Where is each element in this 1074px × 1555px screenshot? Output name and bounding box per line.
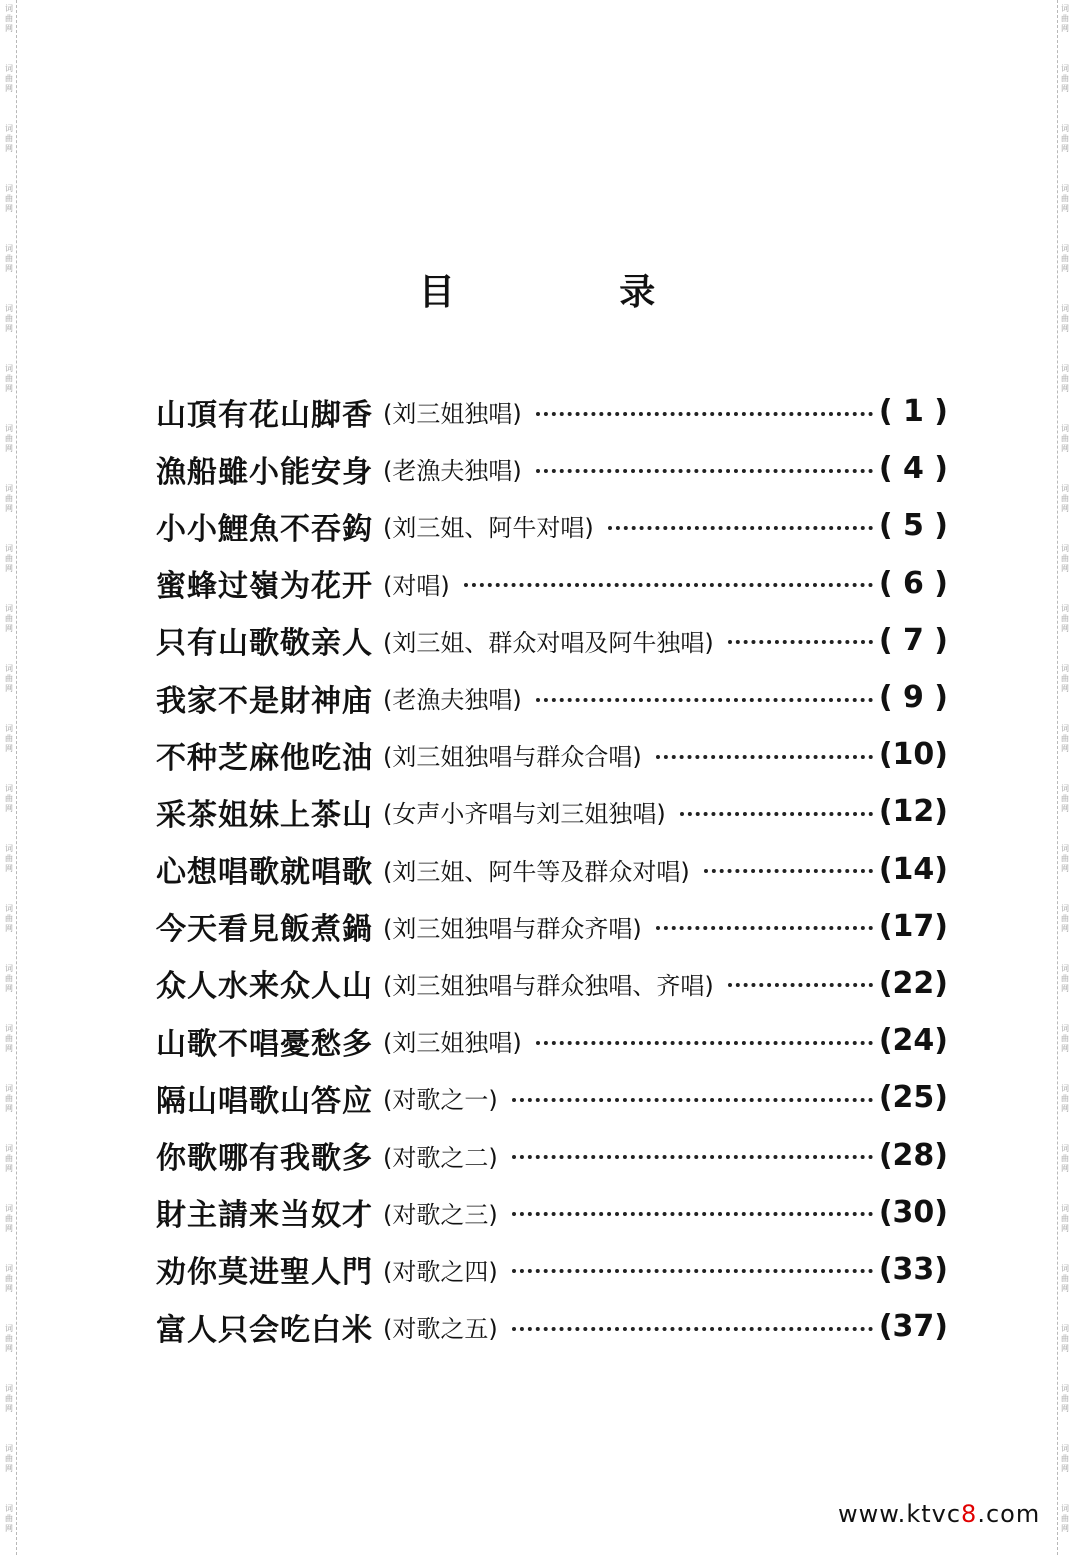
margin-watermark-mark — [1056, 1380, 1074, 1440]
margin-watermark-mark — [0, 1500, 18, 1555]
margin-watermark-mark — [0, 120, 18, 180]
margin-watermark-mark — [1056, 600, 1074, 660]
margin-watermark-char: 网 — [1061, 324, 1069, 333]
margin-watermark-mark — [1056, 840, 1074, 900]
toc-entry — [156, 497, 948, 554]
margin-watermark-char: 曲 — [1061, 854, 1069, 863]
margin-watermark-char: 曲 — [5, 374, 13, 383]
margin-watermark-char: 曲 — [1061, 374, 1069, 383]
margin-watermark-char: 网 — [5, 1524, 13, 1533]
toc-dot-leader — [512, 1098, 873, 1102]
margin-watermark-char: 曲 — [1061, 1334, 1069, 1343]
toc-song-title: 富人只会吃白米 — [156, 1312, 373, 1348]
site-watermark-accent: 8 — [961, 1500, 978, 1528]
toc-entry — [156, 612, 948, 669]
toc-performance-note: (对歌之一) — [383, 1086, 498, 1115]
margin-watermark-char: 词 — [1061, 604, 1069, 613]
margin-watermark-char: 词 — [5, 304, 13, 313]
toc-entry — [156, 555, 948, 612]
margin-watermark-char: 曲 — [5, 974, 13, 983]
toc-page-number: ( 7 ) — [878, 622, 948, 658]
margin-watermark-char: 词 — [5, 724, 13, 733]
margin-watermark-mark — [1056, 1140, 1074, 1200]
toc-page-number: (30) — [878, 1194, 948, 1230]
margin-watermark-mark — [0, 960, 18, 1020]
margin-watermark-mark — [0, 1200, 18, 1260]
toc-dot-leader — [464, 583, 873, 587]
margin-watermark-char: 词 — [1061, 424, 1069, 433]
margin-watermark-char: 词 — [1061, 1264, 1069, 1273]
margin-watermark-char: 曲 — [1061, 314, 1069, 323]
margin-watermark-char: 曲 — [1061, 134, 1069, 143]
margin-watermark-char: 曲 — [1061, 254, 1069, 263]
margin-watermark-char: 网 — [1061, 24, 1069, 33]
right-watermark-column — [1056, 0, 1074, 1555]
toc-performance-note: (老漁夫独唱) — [383, 686, 522, 715]
toc-performance-note: (对唱) — [383, 571, 450, 600]
toc-performance-note: (刘三姐独唱与群众独唱、齐唱) — [383, 971, 714, 1000]
margin-watermark-char: 词 — [5, 484, 13, 493]
margin-watermark-char: 网 — [5, 24, 13, 33]
margin-watermark-char: 曲 — [5, 434, 13, 443]
margin-watermark-mark — [0, 360, 18, 420]
margin-watermark-mark — [1056, 720, 1074, 780]
margin-watermark-char: 网 — [1061, 264, 1069, 273]
toc-entry — [156, 841, 948, 898]
margin-watermark-char: 词 — [1061, 484, 1069, 493]
margin-watermark-char: 曲 — [5, 74, 13, 83]
toc-entry — [156, 1126, 948, 1183]
margin-watermark-char: 词 — [1061, 544, 1069, 553]
toc-page-number: ( 1 ) — [878, 394, 948, 430]
toc-dot-leader — [728, 640, 873, 644]
margin-watermark-char: 词 — [5, 1204, 13, 1213]
margin-watermark-char: 网 — [5, 684, 13, 693]
margin-watermark-char: 词 — [5, 1144, 13, 1153]
toc-entry — [156, 1012, 948, 1069]
margin-watermark-char: 曲 — [5, 1454, 13, 1463]
margin-watermark-char: 词 — [5, 1444, 13, 1453]
margin-watermark-mark — [0, 900, 18, 960]
margin-watermark-char: 曲 — [5, 914, 13, 923]
margin-watermark-char: 曲 — [5, 1214, 13, 1223]
margin-watermark-char: 网 — [5, 1404, 13, 1413]
margin-watermark-char: 词 — [1061, 244, 1069, 253]
toc-song-title: 心想唱歌就唱歌 — [156, 855, 373, 891]
toc-performance-note: (刘三姐独唱与群众合唱) — [383, 743, 642, 772]
margin-watermark-mark — [0, 600, 18, 660]
toc-page-number: (10) — [878, 737, 948, 773]
margin-watermark-mark — [0, 420, 18, 480]
margin-watermark-char: 网 — [1061, 144, 1069, 153]
margin-watermark-char: 网 — [5, 1104, 13, 1113]
margin-watermark-char: 网 — [5, 624, 13, 633]
margin-watermark-char: 网 — [1061, 84, 1069, 93]
toc-song-title: 不种芝麻他吃油 — [156, 740, 373, 776]
margin-watermark-char: 曲 — [5, 14, 13, 23]
margin-watermark-char: 词 — [5, 604, 13, 613]
margin-watermark-mark — [0, 540, 18, 600]
margin-watermark-char: 网 — [1061, 684, 1069, 693]
margin-watermark-char: 词 — [1061, 1084, 1069, 1093]
margin-watermark-mark — [1056, 420, 1074, 480]
toc-dot-leader — [512, 1269, 873, 1273]
site-watermark — [838, 1500, 1040, 1528]
margin-watermark-mark — [0, 180, 18, 240]
margin-watermark-char: 网 — [5, 804, 13, 813]
toc-entry — [156, 669, 948, 726]
toc-performance-note: (对歌之二) — [383, 1143, 498, 1172]
toc-performance-note: (对歌之三) — [383, 1200, 498, 1229]
toc-performance-note: (刘三姐独唱) — [383, 400, 522, 429]
margin-watermark-char: 曲 — [5, 1154, 13, 1163]
site-watermark-before: www.ktvc — [838, 1500, 962, 1528]
margin-watermark-char: 曲 — [1061, 794, 1069, 803]
margin-watermark-char: 网 — [5, 1284, 13, 1293]
margin-watermark-char: 词 — [5, 664, 13, 673]
margin-watermark-char: 网 — [1061, 204, 1069, 213]
margin-watermark-char: 网 — [1061, 444, 1069, 453]
margin-watermark-char: 网 — [1061, 1404, 1069, 1413]
margin-watermark-char: 曲 — [1061, 1214, 1069, 1223]
margin-watermark-char: 网 — [5, 1044, 13, 1053]
toc-entry — [156, 726, 948, 783]
margin-watermark-mark — [0, 480, 18, 540]
left-margin-watermark — [0, 0, 18, 1555]
margin-watermark-mark — [0, 1020, 18, 1080]
margin-watermark-char: 曲 — [5, 614, 13, 623]
margin-watermark-char: 网 — [1061, 504, 1069, 513]
toc-entry — [156, 955, 948, 1012]
toc-page-number: (12) — [878, 794, 948, 830]
toc-performance-note: (刘三姐、阿牛对唱) — [383, 514, 594, 543]
margin-watermark-char: 网 — [5, 144, 13, 153]
margin-watermark-char: 词 — [1061, 304, 1069, 313]
margin-watermark-mark — [1056, 1080, 1074, 1140]
toc-entry — [156, 783, 948, 840]
margin-watermark-char: 曲 — [5, 494, 13, 503]
margin-watermark-char: 词 — [5, 184, 13, 193]
margin-watermark-char: 词 — [5, 544, 13, 553]
margin-watermark-char: 曲 — [5, 134, 13, 143]
margin-watermark-char: 词 — [1061, 184, 1069, 193]
margin-watermark-char: 网 — [5, 264, 13, 273]
margin-watermark-char: 曲 — [5, 314, 13, 323]
margin-watermark-char: 网 — [5, 1224, 13, 1233]
margin-watermark-char: 词 — [5, 1384, 13, 1393]
toc-song-title: 劝你莫进聖人門 — [156, 1255, 373, 1291]
toc-song-title: 山歌不唱憂愁多 — [156, 1026, 373, 1062]
toc-song-title: 山頂有花山脚香 — [156, 397, 373, 433]
margin-watermark-char: 词 — [5, 964, 13, 973]
margin-watermark-char: 曲 — [1061, 554, 1069, 563]
margin-watermark-char: 网 — [5, 984, 13, 993]
margin-watermark-char: 曲 — [5, 1514, 13, 1523]
margin-watermark-char: 曲 — [1061, 1394, 1069, 1403]
margin-watermark-char: 词 — [1061, 1384, 1069, 1393]
margin-watermark-mark — [0, 1440, 18, 1500]
toc-dot-leader — [680, 812, 873, 816]
toc-dot-leader — [512, 1155, 873, 1159]
margin-watermark-char: 词 — [5, 904, 13, 913]
margin-watermark-char: 网 — [1061, 564, 1069, 573]
margin-watermark-char: 网 — [1061, 924, 1069, 933]
margin-watermark-char: 网 — [1061, 384, 1069, 393]
margin-watermark-char: 词 — [1061, 1444, 1069, 1453]
toc-entry — [156, 1241, 948, 1298]
toc-performance-note: (刘三姐独唱与群众齐唱) — [383, 914, 642, 943]
toc-dot-leader — [536, 412, 873, 416]
margin-watermark-char: 曲 — [5, 674, 13, 683]
right-margin-watermark — [1056, 0, 1074, 1555]
margin-watermark-char: 曲 — [1061, 1154, 1069, 1163]
margin-watermark-mark — [1056, 120, 1074, 180]
margin-watermark-char: 网 — [5, 444, 13, 453]
margin-watermark-char: 网 — [5, 864, 13, 873]
margin-watermark-char: 网 — [1061, 1524, 1069, 1533]
margin-watermark-char: 曲 — [5, 734, 13, 743]
margin-watermark-char: 曲 — [1061, 194, 1069, 203]
margin-watermark-char: 词 — [5, 424, 13, 433]
margin-watermark-char: 曲 — [5, 254, 13, 263]
margin-watermark-mark — [1056, 780, 1074, 840]
toc-song-title: 財主請来当奴才 — [156, 1198, 373, 1234]
margin-watermark-mark — [0, 1380, 18, 1440]
margin-watermark-char: 词 — [5, 124, 13, 133]
margin-watermark-char: 词 — [1061, 1024, 1069, 1033]
margin-watermark-char: 曲 — [1061, 1514, 1069, 1523]
margin-watermark-char: 词 — [1061, 844, 1069, 853]
toc-song-title: 隔山唱歌山答应 — [156, 1083, 373, 1119]
toc-performance-note: (女声小齐唱与刘三姐独唱) — [383, 800, 666, 829]
margin-watermark-mark — [1056, 540, 1074, 600]
margin-watermark-mark — [1056, 60, 1074, 120]
margin-watermark-char: 词 — [5, 784, 13, 793]
margin-watermark-char: 曲 — [5, 794, 13, 803]
margin-watermark-char: 网 — [1061, 744, 1069, 753]
margin-watermark-mark — [1056, 1500, 1074, 1555]
margin-watermark-char: 词 — [1061, 904, 1069, 913]
toc-performance-note: (刘三姐、阿牛等及群众对唱) — [383, 857, 690, 886]
margin-watermark-char: 网 — [5, 1344, 13, 1353]
margin-watermark-char: 词 — [5, 64, 13, 73]
margin-watermark-char: 网 — [1061, 984, 1069, 993]
toc-entry — [156, 1184, 948, 1241]
margin-watermark-mark — [1056, 480, 1074, 540]
margin-watermark-char: 词 — [1061, 124, 1069, 133]
toc-page-number: ( 6 ) — [878, 565, 948, 601]
margin-watermark-char: 曲 — [5, 1094, 13, 1103]
margin-watermark-char: 曲 — [5, 1334, 13, 1343]
margin-watermark-char: 曲 — [1061, 614, 1069, 623]
margin-watermark-char: 曲 — [1061, 14, 1069, 23]
toc-dot-leader — [656, 926, 873, 930]
margin-watermark-char: 网 — [5, 1464, 13, 1473]
margin-watermark-char: 网 — [5, 924, 13, 933]
toc-dot-leader — [536, 469, 873, 473]
margin-watermark-char: 网 — [1061, 624, 1069, 633]
margin-watermark-char: 网 — [5, 1164, 13, 1173]
margin-watermark-char: 词 — [1061, 1504, 1069, 1513]
margin-watermark-char: 曲 — [5, 194, 13, 203]
toc-page-number: (24) — [878, 1023, 948, 1059]
margin-watermark-char: 网 — [1061, 864, 1069, 873]
toc-page-number: (33) — [878, 1251, 948, 1287]
margin-watermark-char: 曲 — [5, 1034, 13, 1043]
margin-watermark-char: 网 — [1061, 804, 1069, 813]
margin-watermark-char: 网 — [5, 744, 13, 753]
margin-watermark-char: 网 — [5, 384, 13, 393]
margin-watermark-mark — [0, 1140, 18, 1200]
toc-page-number: (17) — [878, 908, 948, 944]
margin-watermark-char: 曲 — [1061, 1454, 1069, 1463]
margin-watermark-char: 曲 — [5, 1274, 13, 1283]
margin-watermark-char: 曲 — [1061, 674, 1069, 683]
toc-page-number: ( 5 ) — [878, 508, 948, 544]
toc-dot-leader — [512, 1212, 873, 1216]
table-of-contents — [156, 383, 948, 1355]
margin-watermark-char: 网 — [5, 204, 13, 213]
margin-watermark-mark — [1056, 0, 1074, 60]
site-watermark-after: .com — [977, 1500, 1041, 1528]
margin-watermark-mark — [1056, 1200, 1074, 1260]
toc-dot-leader — [536, 1041, 873, 1045]
toc-page-number: (25) — [878, 1080, 948, 1116]
toc-page-number: (37) — [878, 1309, 948, 1345]
toc-page-number: ( 9 ) — [878, 680, 948, 716]
margin-watermark-char: 词 — [5, 364, 13, 373]
margin-watermark-char: 词 — [1061, 664, 1069, 673]
toc-song-title: 今天看見飯煮鍋 — [156, 912, 373, 948]
toc-song-title: 漁船雖小能安身 — [156, 454, 373, 490]
margin-watermark-char: 网 — [5, 84, 13, 93]
margin-watermark-char: 曲 — [1061, 434, 1069, 443]
margin-watermark-char: 词 — [5, 1504, 13, 1513]
margin-watermark-char: 网 — [1061, 1224, 1069, 1233]
margin-watermark-char: 网 — [1061, 1344, 1069, 1353]
margin-watermark-char: 词 — [5, 4, 13, 13]
margin-watermark-mark — [0, 780, 18, 840]
page-title: 目 录 — [418, 272, 732, 313]
margin-watermark-char: 曲 — [5, 1394, 13, 1403]
margin-watermark-char: 曲 — [1061, 494, 1069, 503]
margin-watermark-mark — [1056, 660, 1074, 720]
margin-watermark-mark — [1056, 960, 1074, 1020]
margin-watermark-mark — [1056, 360, 1074, 420]
margin-watermark-char: 词 — [1061, 1144, 1069, 1153]
margin-watermark-char: 曲 — [5, 854, 13, 863]
margin-watermark-char: 词 — [5, 1324, 13, 1333]
toc-performance-note: (刘三姐独唱) — [383, 1029, 522, 1058]
margin-watermark-mark — [0, 0, 18, 60]
margin-watermark-mark — [0, 720, 18, 780]
margin-watermark-mark — [0, 840, 18, 900]
margin-watermark-char: 曲 — [1061, 1094, 1069, 1103]
margin-watermark-char: 词 — [1061, 964, 1069, 973]
margin-watermark-char: 曲 — [1061, 1034, 1069, 1043]
toc-performance-note: (对歌之五) — [383, 1315, 498, 1344]
toc-entry — [156, 440, 948, 497]
toc-dot-leader — [608, 526, 873, 530]
margin-watermark-char: 网 — [1061, 1284, 1069, 1293]
margin-watermark-char: 曲 — [1061, 914, 1069, 923]
toc-performance-note: (老漁夫独唱) — [383, 457, 522, 486]
margin-watermark-char: 曲 — [1061, 1274, 1069, 1283]
margin-watermark-mark — [1056, 1320, 1074, 1380]
toc-dot-leader — [656, 755, 873, 759]
toc-song-title: 小小鯉魚不吞鈎 — [156, 511, 373, 547]
margin-watermark-char: 词 — [1061, 784, 1069, 793]
toc-song-title: 我家不是財神庙 — [156, 683, 373, 719]
margin-watermark-mark — [0, 1260, 18, 1320]
left-watermark-column — [0, 0, 18, 1555]
margin-watermark-char: 曲 — [1061, 974, 1069, 983]
margin-watermark-char: 词 — [5, 244, 13, 253]
toc-dot-leader — [536, 698, 873, 702]
margin-watermark-char: 网 — [5, 324, 13, 333]
margin-watermark-char: 网 — [1061, 1464, 1069, 1473]
toc-performance-note: (对歌之四) — [383, 1257, 498, 1286]
toc-dot-leader — [728, 983, 873, 987]
toc-song-title: 众人水来众人山 — [156, 969, 373, 1005]
toc-dot-leader — [704, 869, 873, 873]
toc-dot-leader — [512, 1327, 873, 1331]
margin-watermark-mark — [0, 60, 18, 120]
toc-entry — [156, 1298, 948, 1355]
toc-entry — [156, 383, 948, 440]
toc-entry — [156, 898, 948, 955]
margin-watermark-char: 词 — [5, 1024, 13, 1033]
margin-watermark-char: 词 — [1061, 4, 1069, 13]
margin-watermark-char: 词 — [1061, 364, 1069, 373]
margin-watermark-char: 词 — [1061, 1204, 1069, 1213]
margin-watermark-mark — [1056, 180, 1074, 240]
toc-entry — [156, 1069, 948, 1126]
margin-watermark-char: 词 — [1061, 64, 1069, 73]
margin-watermark-char: 网 — [5, 564, 13, 573]
margin-watermark-char: 词 — [5, 844, 13, 853]
margin-watermark-mark — [0, 1080, 18, 1140]
margin-watermark-mark — [1056, 900, 1074, 960]
margin-watermark-char: 词 — [5, 1264, 13, 1273]
toc-song-title: 只有山歌敬亲人 — [156, 626, 373, 662]
toc-song-title: 你歌哪有我歌多 — [156, 1141, 373, 1177]
margin-watermark-char: 曲 — [1061, 734, 1069, 743]
margin-watermark-mark — [0, 1320, 18, 1380]
toc-page-number: (14) — [878, 851, 948, 887]
margin-watermark-mark — [1056, 1260, 1074, 1320]
margin-watermark-char: 网 — [1061, 1164, 1069, 1173]
margin-watermark-mark — [1056, 1020, 1074, 1080]
toc-page-number: (22) — [878, 965, 948, 1001]
margin-watermark-char: 网 — [5, 504, 13, 513]
margin-watermark-mark — [0, 660, 18, 720]
margin-watermark-char: 词 — [1061, 1324, 1069, 1333]
margin-watermark-char: 词 — [5, 1084, 13, 1093]
toc-song-title: 采茶姐妹上茶山 — [156, 797, 373, 833]
toc-page-number: (28) — [878, 1137, 948, 1173]
margin-watermark-mark — [1056, 1440, 1074, 1500]
margin-watermark-char: 词 — [1061, 724, 1069, 733]
margin-watermark-char: 网 — [1061, 1044, 1069, 1053]
toc-performance-note: (刘三姐、群众对唱及阿牛独唱) — [383, 628, 714, 657]
toc-page-number: ( 4 ) — [878, 451, 948, 487]
margin-watermark-char: 网 — [1061, 1104, 1069, 1113]
margin-watermark-char: 曲 — [5, 554, 13, 563]
margin-watermark-char: 曲 — [1061, 74, 1069, 83]
toc-song-title: 蜜蜂过嶺为花开 — [156, 569, 373, 605]
